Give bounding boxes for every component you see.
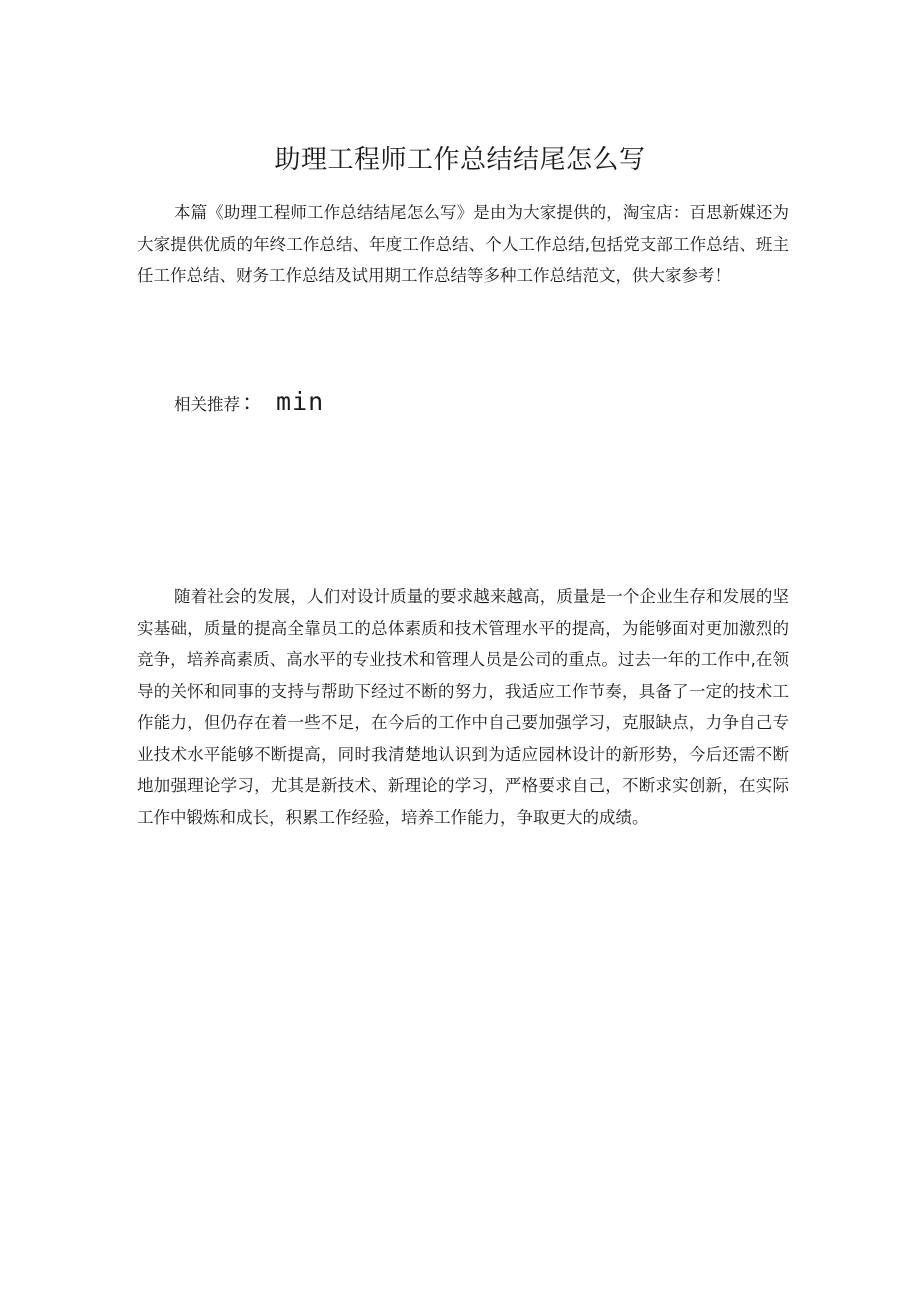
related-recommendation [174, 386, 324, 426]
document-title: 助理工程师工作总结结尾怎么写 [274, 145, 646, 175]
recommend-label: 相关推荐 [174, 395, 240, 414]
recommend-colon: ： [242, 391, 265, 416]
body-paragraph: 随着社会的发展，人们对设计质量的要求越来越高，质量是一个企业生存和发展的坚实基础，质量的提高全靠员工的总体素质和技术管理水平的提高，为能够面对更加激烈的竞争，培养高素质、高水平的专业技术和管理人员是公司的重点。过去一年的工作中,在领导的关怀和同事的支持与帮助下经过不断的努力，我适应工作节奏，具备了一定的技术工作能力，但仍存在着一些不足，在今后的工作中自己要加强学习，克服缺点，力争自己专业技术水平能够不断提高，同时我清楚地认识到为适应园林设计的新形势，今后还需不断地加强理论学习，尤其是新技术、新理论的学习，严格要求自己，不断求实创新，在实际工作中锻炼和成长，积累工作经验，培养工作能力，争取更大的成绩。 [137, 587, 789, 827]
recommend-value: min [276, 387, 325, 416]
intro-paragraph: 本篇《助理工程师工作总结结尾怎么写》是由为大家提供的，淘宝店：百思新媒还为大家提供优质的年终工作总结、年度工作总结、个人工作总结,包括党支部工作总结、班主任工作总结、财务工作总结及试用期工作总结等多种工作总结范文，供大家参考！ [137, 203, 789, 285]
